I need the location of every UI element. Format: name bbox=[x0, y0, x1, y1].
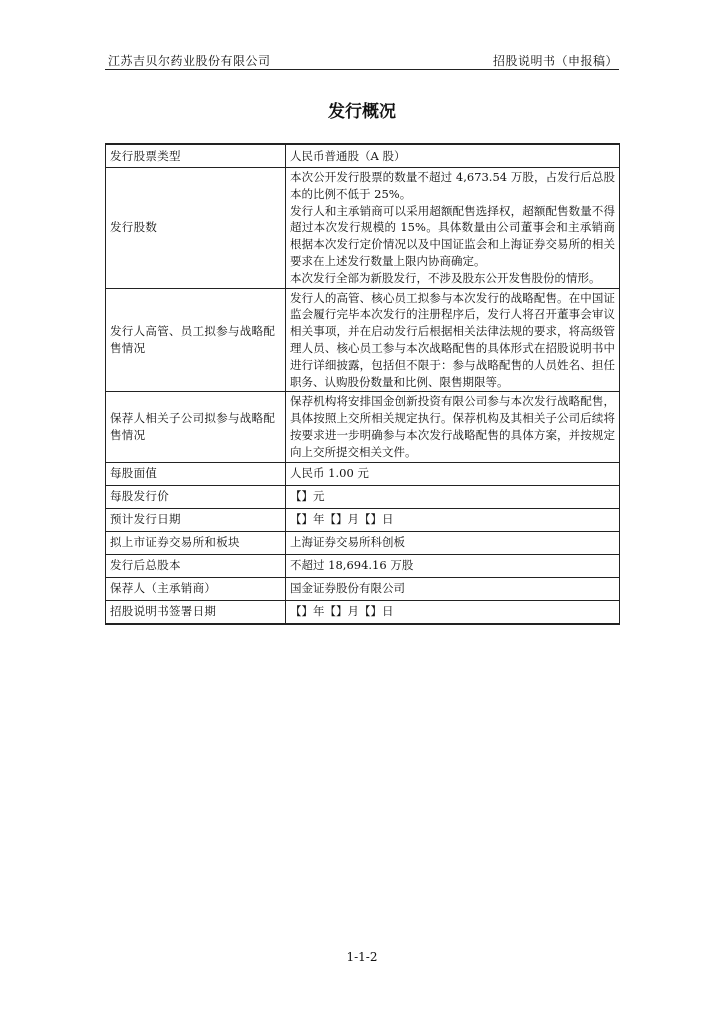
row-value: 国金证券股份有限公司 bbox=[286, 577, 620, 600]
table-row bbox=[106, 600, 620, 624]
header-company-name: 江苏吉贝尔药业股份有限公司 bbox=[108, 54, 271, 68]
row-label: 招股说明书签署日期 bbox=[106, 600, 286, 624]
row-value: 人民币普通股（A 股） bbox=[286, 144, 620, 168]
table-row bbox=[106, 531, 620, 554]
table-row bbox=[106, 577, 620, 600]
row-value: 人民币 1.00 元 bbox=[286, 462, 620, 485]
row-value-paragraph: 本次公开发行股票的数量不超过 4,673.54 万股，占发行后总股本的比例不低于 25%。 bbox=[290, 170, 615, 201]
header-rule bbox=[105, 69, 619, 70]
row-value: 保荐机构将安排国金创新投资有限公司参与本次发行战略配售，具体按照上交所相关规定执行。保荐机构及其相关子公司后续将按要求进一步明确参与本次发行战略配售的具体方案，并按规定向上交所提交相关文件。 bbox=[286, 392, 620, 462]
row-label: 拟上市证券交易所和板块 bbox=[106, 531, 286, 554]
table-row bbox=[106, 508, 620, 531]
row-label: 每股发行价 bbox=[106, 485, 286, 508]
page-title: 发行概况 bbox=[328, 102, 396, 122]
row-label: 发行股票类型 bbox=[106, 144, 286, 168]
row-value: 不超过 18,694.16 万股 bbox=[286, 554, 620, 577]
row-label: 保荐人相关子公司拟参与战略配售情况 bbox=[106, 392, 286, 462]
row-label: 预计发行日期 bbox=[106, 508, 286, 531]
row-label: 发行股数 bbox=[106, 168, 286, 289]
table-row bbox=[106, 288, 620, 392]
row-label: 发行后总股本 bbox=[106, 554, 286, 577]
row-value bbox=[286, 168, 620, 289]
row-value: 发行人的高管、核心员工拟参与本次发行的战略配售。在中国证监会履行完毕本次发行的注册程序后，发行人将召开董事会审议相关事项，并在启动发行后根据相关法律法规的要求，将高级管理人员、核心员工参与本次战略配售的具体形式在招股说明书中进行详细披露，包括但不限于：参与战略配售的人员姓名、担任职务、认购股份数量和比例、限售期限等。 bbox=[286, 288, 620, 392]
offering-overview-table bbox=[105, 143, 620, 625]
table-row bbox=[106, 168, 620, 289]
row-label: 保荐人（主承销商） bbox=[106, 577, 286, 600]
row-value: 【】元 bbox=[286, 485, 620, 508]
row-value: 上海证券交易所科创板 bbox=[286, 531, 620, 554]
table-row bbox=[106, 144, 620, 168]
table-row bbox=[106, 554, 620, 577]
page-number: 1-1-2 bbox=[346, 950, 378, 964]
table-row bbox=[106, 485, 620, 508]
row-label: 发行人高管、员工拟参与战略配售情况 bbox=[106, 288, 286, 392]
row-value-paragraph: 发行人和主承销商可以采用超额配售选择权，超额配售数量不得超过本次发行规模的 15%。具体数量由公司董事会和主承销商根据本次发行定价情况以及中国证监会和上海证券交易所的相关要求在上述发行数量上限内协商确定。 bbox=[290, 203, 615, 268]
row-label: 每股面值 bbox=[106, 462, 286, 485]
table-row bbox=[106, 462, 620, 485]
row-value: 【】年【】月【】日 bbox=[286, 508, 620, 531]
header-document-type: 招股说明书（申报稿） bbox=[492, 54, 618, 68]
table-row bbox=[106, 392, 620, 462]
row-value-paragraph: 本次发行全部为新股发行，不涉及股东公开发售股份的情形。 bbox=[290, 270, 601, 285]
row-value: 【】年【】月【】日 bbox=[286, 600, 620, 624]
